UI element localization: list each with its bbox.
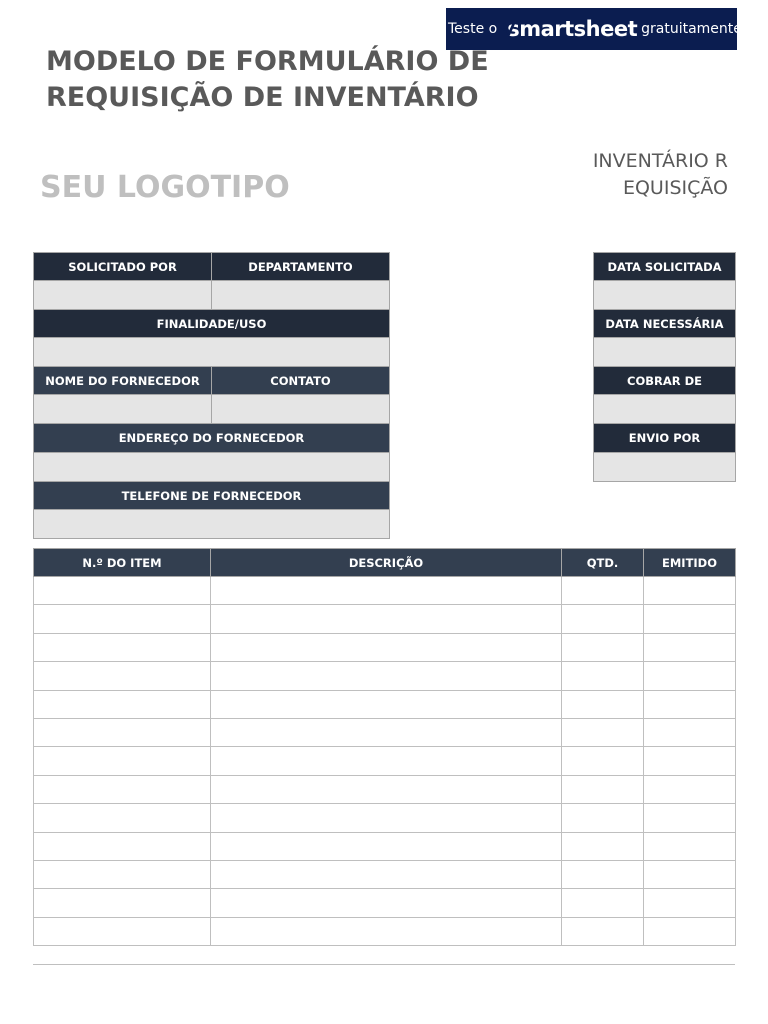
banner-prefix: Teste o xyxy=(448,21,498,37)
quantity-cell[interactable] xyxy=(562,889,644,917)
telefone-fornecedor-field[interactable] xyxy=(34,510,390,539)
header-envio-por: ENVIO POR xyxy=(594,424,736,453)
quantity-cell[interactable] xyxy=(562,804,644,832)
solicitado-por-field[interactable] xyxy=(34,281,212,310)
endereco-fornecedor-field[interactable] xyxy=(34,453,390,482)
description-cell[interactable] xyxy=(211,832,562,860)
data-solicitada-field[interactable] xyxy=(594,281,736,310)
header-data-solicitada: DATA SOLICITADA xyxy=(594,253,736,281)
item-number-cell[interactable] xyxy=(34,605,211,633)
header-solicitado-por: SOLICITADO POR xyxy=(34,253,212,281)
item-number-cell[interactable] xyxy=(34,832,211,860)
quantity-cell[interactable] xyxy=(562,860,644,888)
table-row xyxy=(34,747,736,775)
quantity-cell[interactable] xyxy=(562,917,644,945)
table-row xyxy=(34,860,736,888)
header-departamento: DEPARTAMENTO xyxy=(212,253,390,281)
quantity-cell[interactable] xyxy=(562,775,644,803)
nome-fornecedor-field[interactable] xyxy=(34,395,212,424)
description-cell[interactable] xyxy=(211,804,562,832)
header-item-number: N.º DO ITEM xyxy=(34,549,211,577)
issued-cell[interactable] xyxy=(644,662,736,690)
table-row xyxy=(34,662,736,690)
issued-cell[interactable] xyxy=(644,577,736,605)
description-cell[interactable] xyxy=(211,718,562,746)
issued-cell[interactable] xyxy=(644,605,736,633)
issued-cell[interactable] xyxy=(644,690,736,718)
cobrar-de-field[interactable] xyxy=(594,395,736,424)
description-cell[interactable] xyxy=(211,889,562,917)
item-number-cell[interactable] xyxy=(34,917,211,945)
header-description: DESCRIÇÃO xyxy=(211,549,562,577)
table-row xyxy=(34,718,736,746)
issued-cell[interactable] xyxy=(644,633,736,661)
item-number-cell[interactable] xyxy=(34,804,211,832)
contato-field[interactable] xyxy=(212,395,390,424)
quantity-cell[interactable] xyxy=(562,747,644,775)
envio-por-field[interactable] xyxy=(594,453,736,482)
issued-cell[interactable] xyxy=(644,804,736,832)
table-row xyxy=(34,917,736,945)
issued-cell[interactable] xyxy=(644,889,736,917)
header-data-necessaria: DATA NECESSÁRIA xyxy=(594,310,736,338)
banner-suffix: gratuitamente xyxy=(641,21,742,37)
table-row xyxy=(34,605,736,633)
header-telefone-fornecedor: TELEFONE DE FORNECEDOR xyxy=(34,482,390,510)
logo-placeholder: SEU LOGOTIPO xyxy=(40,170,290,205)
description-cell[interactable] xyxy=(211,690,562,718)
quantity-cell[interactable] xyxy=(562,690,644,718)
item-number-cell[interactable] xyxy=(34,775,211,803)
header-nome-fornecedor: NOME DO FORNECEDOR xyxy=(34,367,212,395)
item-number-cell[interactable] xyxy=(34,889,211,917)
table-row xyxy=(34,633,736,661)
item-number-cell[interactable] xyxy=(34,662,211,690)
table-row xyxy=(34,577,736,605)
description-cell[interactable] xyxy=(211,577,562,605)
description-cell[interactable] xyxy=(211,633,562,661)
issued-cell[interactable] xyxy=(644,747,736,775)
side-title: INVENTÁRIO REQUISIÇÃO xyxy=(592,150,728,199)
finalidade-uso-field[interactable] xyxy=(34,338,390,367)
description-cell[interactable] xyxy=(211,605,562,633)
table-row xyxy=(34,832,736,860)
item-number-cell[interactable] xyxy=(34,718,211,746)
quantity-cell[interactable] xyxy=(562,577,644,605)
header-endereco-fornecedor: ENDEREÇO DO FORNECEDOR xyxy=(34,424,390,453)
header-contato: CONTATO xyxy=(212,367,390,395)
table-row xyxy=(34,690,736,718)
issued-cell[interactable] xyxy=(644,917,736,945)
issued-cell[interactable] xyxy=(644,775,736,803)
quantity-cell[interactable] xyxy=(562,605,644,633)
item-number-cell[interactable] xyxy=(34,690,211,718)
page-title: MODELO DE FORMULÁRIO DE REQUISIÇÃO DE INVENTÁRIO xyxy=(46,46,489,113)
quantity-cell[interactable] xyxy=(562,633,644,661)
description-cell[interactable] xyxy=(211,860,562,888)
items-table-body xyxy=(34,577,736,946)
requester-table xyxy=(33,252,390,539)
description-cell[interactable] xyxy=(211,917,562,945)
header-finalidade-uso: FINALIDADE/USO xyxy=(34,310,390,338)
departamento-field[interactable] xyxy=(212,281,390,310)
quantity-cell[interactable] xyxy=(562,832,644,860)
header-cobrar-de: COBRAR DE xyxy=(594,367,736,395)
banner-brand: smartsheet xyxy=(507,17,638,41)
table-row xyxy=(34,804,736,832)
item-number-cell[interactable] xyxy=(34,633,211,661)
item-number-cell[interactable] xyxy=(34,747,211,775)
bottom-divider xyxy=(33,964,735,965)
table-row xyxy=(34,889,736,917)
description-cell[interactable] xyxy=(211,775,562,803)
dates-table xyxy=(593,252,736,482)
item-number-cell[interactable] xyxy=(34,577,211,605)
item-number-cell[interactable] xyxy=(34,860,211,888)
description-cell[interactable] xyxy=(211,747,562,775)
description-cell[interactable] xyxy=(211,662,562,690)
header-issued: EMITIDO xyxy=(644,549,736,577)
data-necessaria-field[interactable] xyxy=(594,338,736,367)
items-table xyxy=(33,548,736,946)
quantity-cell[interactable] xyxy=(562,662,644,690)
issued-cell[interactable] xyxy=(644,718,736,746)
issued-cell[interactable] xyxy=(644,860,736,888)
header-quantity: QTD. xyxy=(562,549,644,577)
issued-cell[interactable] xyxy=(644,832,736,860)
table-row xyxy=(34,775,736,803)
quantity-cell[interactable] xyxy=(562,718,644,746)
